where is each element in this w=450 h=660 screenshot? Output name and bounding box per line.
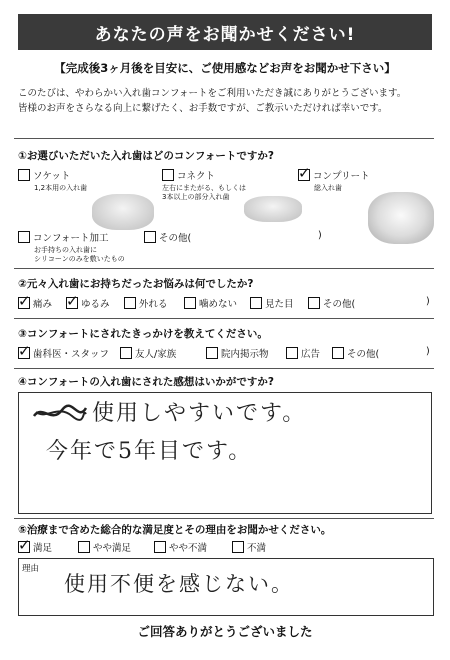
q3-option-other[interactable]: その他( <box>332 346 379 360</box>
checkbox[interactable] <box>308 297 320 309</box>
q1-note-socket: 1,2本用の入れ歯 <box>34 184 88 192</box>
closing-message: ご回答ありがとうございました <box>137 624 313 639</box>
q3-option-dentist-staff[interactable]: ✓ 歯科医・スタッフ <box>18 346 109 360</box>
q2-option-loose[interactable]: ✓ ゆるみ <box>66 296 110 310</box>
q2-option-falls-out[interactable]: 外れる <box>124 296 168 310</box>
checkbox-checked[interactable] <box>18 541 30 553</box>
checkbox[interactable] <box>250 297 262 309</box>
question-3: ③コンフォートにされたきっかけを教えてください。 <box>18 328 268 340</box>
question-4: ④コンフォートの入れ歯にされた感想はいかがですか? <box>18 376 274 388</box>
q2-option-cannot-chew[interactable]: 噛めない <box>184 296 237 310</box>
q2-option-pain[interactable]: ✓ 痛み <box>18 296 52 310</box>
intro-line-1: このたびは、やわらかい入れ歯コンフォートをご利用いただき誠にありがとうございます。 <box>18 88 407 99</box>
checkbox[interactable] <box>78 541 90 553</box>
divider <box>14 268 434 269</box>
checkbox[interactable] <box>232 541 244 553</box>
checkbox[interactable] <box>332 347 344 359</box>
checkbox[interactable] <box>184 297 196 309</box>
q3-option-ad[interactable]: 広告 <box>286 346 320 360</box>
intro-line-2: 皆様のお声をさらなる向上に繋げたく、お手数ですが、ご教示いただければ幸いです。 <box>18 103 388 114</box>
q1-note-connect: 左右にまたがる、もしくは 3本以上の部分入れ歯 <box>162 184 246 201</box>
question-1: ①お選びいただいた入れ歯はどのコンフォートですか? <box>18 150 274 162</box>
q3-option-clinic-poster[interactable]: 院内掲示物 <box>206 346 269 360</box>
q5-option-dissatisfied[interactable]: 不満 <box>232 540 266 554</box>
paren-close: ) <box>426 296 430 307</box>
checkbox[interactable] <box>124 297 136 309</box>
q5-option-satisfied[interactable]: ✓ 満足 <box>18 540 52 554</box>
checkbox-checked[interactable] <box>18 347 30 359</box>
subtitle: 【完成後3ヶ月後を目安に、ご使用感などお声をお聞かせ下さい】 <box>54 61 396 75</box>
q2-option-other[interactable]: その他( <box>308 296 355 310</box>
paren-close: ) <box>426 346 430 357</box>
checkbox[interactable] <box>18 231 30 243</box>
q1-option-other[interactable]: その他( <box>144 230 191 244</box>
question-2: ②元々入れ歯にお持ちだったお悩みは何でしたか? <box>18 278 254 290</box>
reason-label: 理由 <box>22 564 40 574</box>
checkbox[interactable] <box>144 231 156 243</box>
complete-denture-photo <box>368 192 434 244</box>
q1-option-complete[interactable]: ✓ コンプリート <box>298 168 370 182</box>
handwritten-answer-line-2: 今年で5年目です。 <box>46 439 253 464</box>
connect-denture-photo <box>244 196 302 222</box>
q1-note-comfort-processing: お手持ちの入れ歯に シリコーンのみを敷いたもの <box>34 246 125 263</box>
crossed-out-scribble <box>32 402 88 424</box>
handwritten-reason: 使用不便を感じない。 <box>64 572 294 596</box>
checkbox[interactable] <box>120 347 132 359</box>
checkbox[interactable] <box>18 169 30 181</box>
intro-text <box>18 86 438 116</box>
q1-option-comfort-processing[interactable]: コンフォート加工 <box>18 230 109 244</box>
question-5: ⑤治療まで含めた総合的な満足度とその理由をお聞かせください。 <box>18 524 332 536</box>
paren-close: ) <box>318 230 322 241</box>
checkbox-checked[interactable] <box>66 297 78 309</box>
q5-option-somewhat-dissatisfied[interactable]: やや不満 <box>154 540 207 554</box>
q1-note-complete: 総入れ歯 <box>314 184 342 192</box>
q5-option-somewhat-satisfied[interactable]: やや満足 <box>78 540 131 554</box>
checkbox[interactable] <box>206 347 218 359</box>
checkbox[interactable] <box>286 347 298 359</box>
divider <box>14 518 434 519</box>
q2-option-appearance[interactable]: 見た目 <box>250 296 294 310</box>
q1-option-connect[interactable]: コネクト <box>162 168 215 182</box>
divider <box>14 368 434 369</box>
checkbox[interactable] <box>162 169 174 181</box>
page-title: あなたの声をお聞かせください! <box>18 14 432 50</box>
q1-option-socket[interactable]: ソケット <box>18 168 70 182</box>
socket-denture-photo <box>92 194 154 230</box>
checkbox-checked[interactable] <box>18 297 30 309</box>
checkbox[interactable] <box>154 541 166 553</box>
divider <box>14 318 434 319</box>
handwritten-answer-line-1: 使用しやすいです。 <box>92 401 307 426</box>
checkbox-checked[interactable] <box>298 169 310 181</box>
divider <box>14 138 434 139</box>
q3-option-friend-family[interactable]: 友人/家族 <box>120 346 176 360</box>
